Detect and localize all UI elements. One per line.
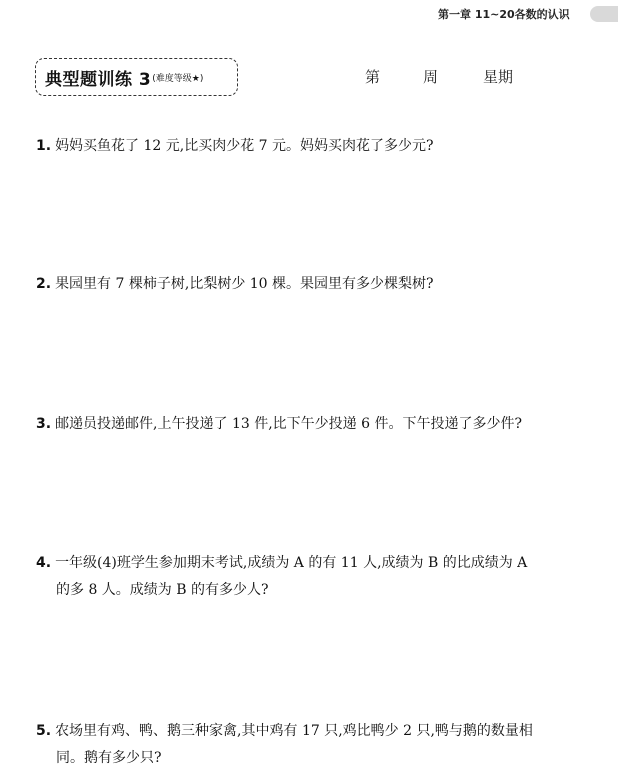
question-1 — [36, 133, 596, 160]
date-line — [365, 66, 513, 87]
question-number: 3. — [36, 416, 52, 432]
running-header — [438, 3, 618, 25]
weekday-label: 星期 — [483, 68, 514, 86]
exercise-title-box — [35, 58, 238, 96]
question-number: 4. — [36, 555, 52, 571]
week-number-label: 第 — [365, 68, 381, 86]
question-2 — [36, 271, 596, 298]
question-number: 2. — [36, 276, 52, 292]
header-tab-shape — [590, 6, 618, 22]
question-text: 果园里有 7 棵柿子树,比梨树少 10 棵。果园里有多少棵梨树? — [55, 276, 434, 292]
chapter-title: 第一章 11~20各数的认识 — [438, 8, 570, 21]
exercise-title: 典型题训练 3 — [45, 69, 152, 90]
question-text-line-1: 一年级(4)班学生参加期末考试,成绩为 A 的有 11 人,成绩为 B 的比成绩为 A — [55, 555, 528, 571]
question-number: 5. — [36, 723, 52, 739]
question-text-line-1: 农场里有鸡、鸭、鹅三种家禽,其中鸡有 17 只,鸡比鸭少 2 只,鸭与鹅的数量相 — [55, 723, 533, 739]
question-5 — [36, 718, 596, 772]
difficulty-label: (难度等级★) — [152, 73, 204, 84]
week-label: 周 — [423, 68, 439, 86]
question-text: 妈妈买鱼花了 12 元,比买肉少花 7 元。妈妈买肉花了多少元? — [55, 138, 434, 154]
question-number: 1. — [36, 138, 52, 154]
question-text-line-2: 的多 8 人。成绩为 B 的有多少人? — [56, 582, 269, 598]
question-3 — [36, 411, 596, 438]
question-4 — [36, 550, 596, 604]
question-text: 邮递员投递邮件,上午投递了 13 件,比下午少投递 6 件。下午投递了多少件? — [55, 416, 522, 432]
question-text-line-2: 同。鹅有多少只? — [56, 750, 162, 766]
